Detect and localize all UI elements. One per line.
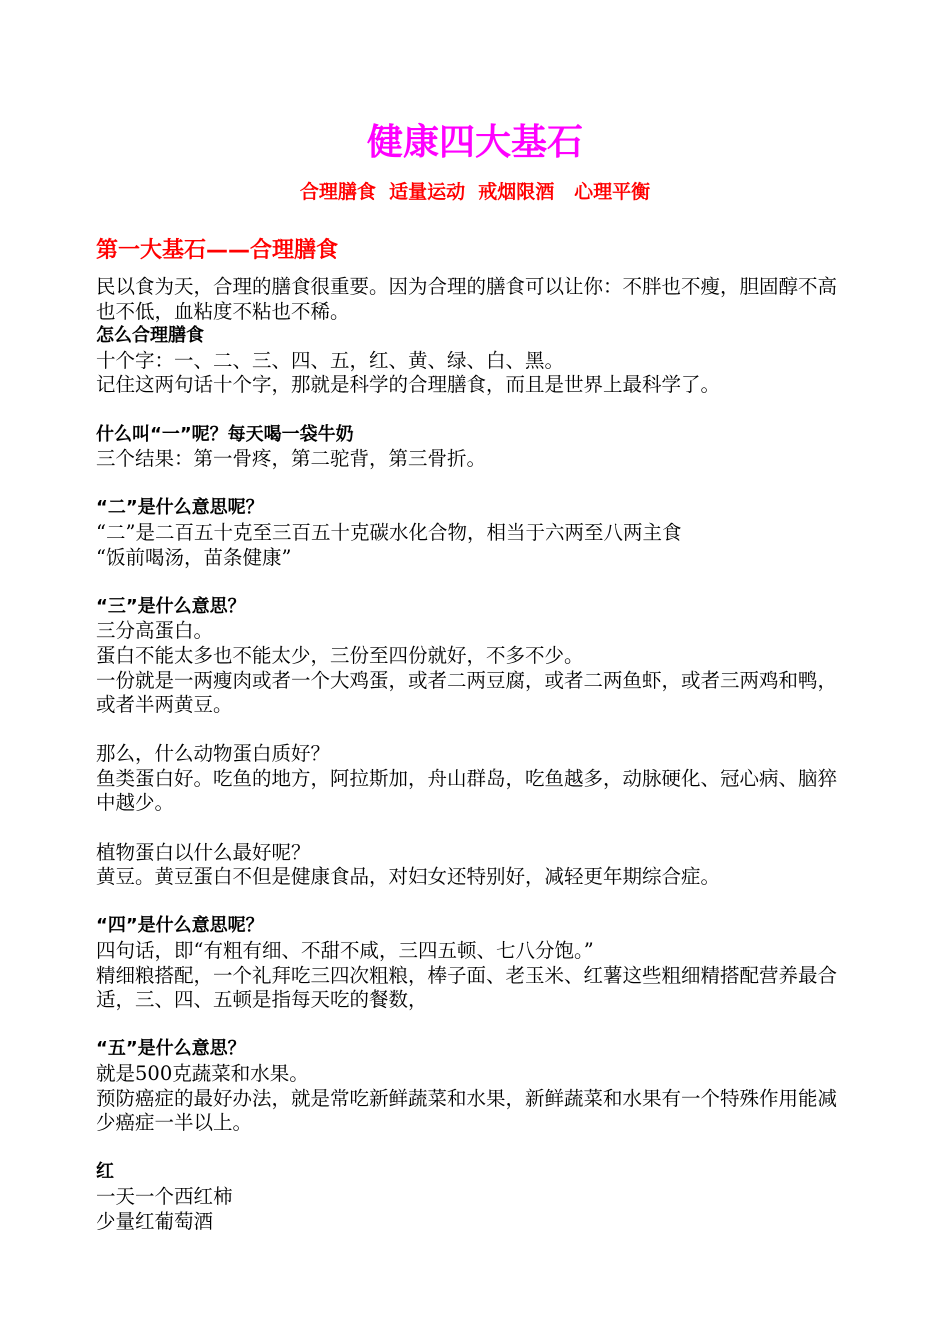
paragraph: “饭前喝汤，苗条健康”: [96, 545, 292, 569]
paragraph: 蛋白不能太多也不能太少，三份至四份就好，不多不少。: [96, 643, 584, 667]
subheading: “三”是什么意思？: [96, 595, 246, 617]
paragraph: 三分高蛋白。: [96, 619, 214, 643]
subheading: “五”是什么意思？: [96, 1038, 246, 1060]
spacer: [96, 1013, 854, 1038]
subheading: 怎么合理膳食: [96, 325, 204, 347]
paragraph: 精细粮搭配，一个礼拜吃三四次粗粮，棒子面、老玉米、红薯这些粗细精搭配营养最合适，三、四、五顿是指每天吃的餐数，: [96, 963, 838, 1012]
paragraph: 就是500克蔬菜和水果。: [96, 1062, 309, 1085]
document-body: [96, 275, 854, 1234]
paragraph: 一份就是一两瘦肉或者一个大鸡蛋，或者二两豆腐，或者二两鱼虾，或者三两鸡和鸭，或者半两黄豆。: [96, 668, 838, 717]
spacer: [96, 816, 854, 841]
subheading: “二”是什么意思呢？: [96, 497, 264, 519]
spacer: [96, 890, 854, 915]
section-heading: 第一大基石——合理膳食: [96, 238, 339, 263]
paragraph: 十个字：一、二、三、四、五，红、黄、绿、白、黑。: [96, 348, 565, 372]
paragraph: 鱼类蛋白好。吃鱼的地方，阿拉斯加，舟山群岛，吃鱼越多，动脉硬化、冠心病、脑猝中越少。: [96, 766, 838, 815]
paragraph: 四句话，即“有粗有细、不甜不咸，三四五顿、七八分饱。”: [96, 939, 594, 963]
spacer: [96, 472, 854, 497]
subheading: “四”是什么意思呢？: [96, 915, 264, 937]
paragraph: 预防癌症的最好办法，就是常吃新鲜蔬菜和水果，新鲜蔬菜和水果有一个特殊作用能减少癌症一半以上。: [96, 1086, 838, 1135]
paragraph: 少量红葡萄酒: [96, 1209, 214, 1233]
paragraph: 民以食为天，合理的膳食很重要。因为合理的膳食可以让你：不胖也不瘦，胆固醇不高也不低，血粘度不粘也不稀。: [96, 275, 838, 323]
paragraph: 植物蛋白以什么最好呢？: [96, 840, 311, 864]
spacer: [96, 570, 854, 595]
spacer: [96, 718, 854, 743]
subheading: 红: [96, 1161, 114, 1183]
subheading: 什么叫“一”呢？每天喝一袋牛奶: [96, 423, 354, 445]
document-title: 健康四大基石: [366, 122, 583, 163]
paragraph: 三个结果：第一骨疼，第二驼背，第三骨折。: [96, 447, 487, 471]
spacer: [96, 398, 854, 423]
document-subtitle: 合理膳食 适量运动 戒烟限酒 心理平衡: [299, 181, 651, 203]
spacer: [96, 1136, 854, 1161]
paragraph: 黄豆。黄豆蛋白不但是健康食品，对妇女还特别好，减轻更年期综合症。: [96, 865, 721, 889]
paragraph: 记住这两句话十个字，那就是科学的合理膳食，而且是世界上最科学了。: [96, 373, 721, 397]
paragraph: “二”是二百五十克至三百五十克碳水化合物，相当于六两至八两主食: [96, 520, 682, 544]
paragraph: 一天一个西红柿: [96, 1184, 233, 1208]
paragraph: 那么，什么动物蛋白质好？: [96, 742, 331, 766]
